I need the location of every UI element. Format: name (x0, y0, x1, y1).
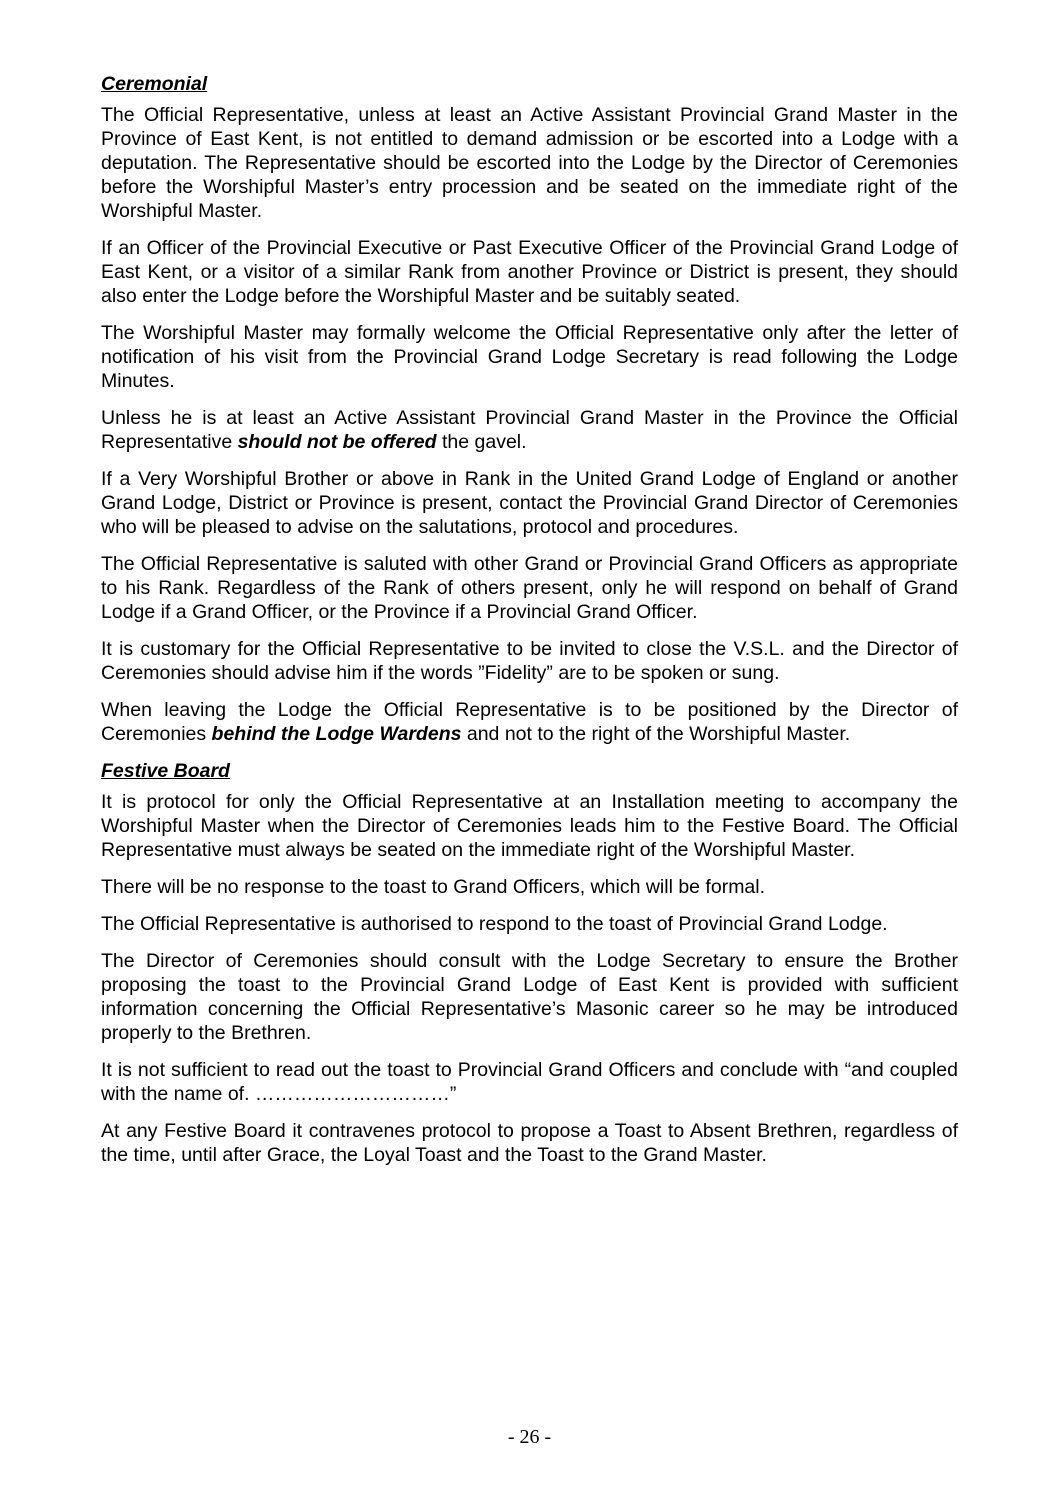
paragraph-text: It is protocol for only the Official Representative at an Installation meeting to accompany the Worshipful Master when the Director of Ceremonies leads him to the Festive Board. The Official Representative must always be seated on the immediate right of the Worshipful Master. (101, 791, 958, 861)
paragraph-text: The Worshipful Master may formally welcome the Official Representative only after the letter of notification of his visit from the Provincial Grand Lodge Secretary is read following the Lodge Minutes. (101, 322, 958, 392)
paragraph-text: At any Festive Board it contravenes protocol to propose a Toast to Absent Brethren, regardless of the time, until after Grace, the Loyal Toast and the Toast to the Grand Master. (101, 1120, 958, 1166)
emphasis-text: behind the Lodge Wardens (211, 723, 462, 745)
section-festive-board (101, 759, 958, 1167)
document-page (101, 72, 958, 1180)
paragraph-text: The Official Representative, unless at least an Active Assistant Provincial Grand Master in the Province of East Kent, is not entitled to demand admission or be escorted into a Lodge with a deputation. The Representative should be escorted into the Lodge by the Director of Ceremonies before the Worshipful Master’s entry procession and be seated on the immediate right of the Worshipful Master. (101, 104, 958, 222)
paragraph-text: It is customary for the Official Representative to be invited to close the V.S.L. and the Director of Ceremonies should advise him if the words ”Fidelity” are to be spoken or sung. (101, 638, 958, 684)
paragraph (101, 406, 958, 454)
paragraph (101, 698, 958, 746)
paragraph (101, 321, 958, 393)
paragraph-text: When leaving the Lodge the Official Representative is to be positioned by the Director of Ceremonies (101, 699, 958, 745)
paragraph-text: If an Officer of the Provincial Executive or Past Executive Officer of the Provincial Grand Lodge of East Kent, or a visitor of a similar Rank from another Province or District is present, they should also enter the Lodge before the Worshipful Master and be suitably seated. (101, 237, 958, 307)
section-heading: Ceremonial (101, 73, 208, 95)
emphasis-text: should not be offered (237, 431, 437, 453)
paragraph (101, 1119, 958, 1167)
paragraph (101, 875, 958, 899)
paragraph (101, 790, 958, 862)
paragraph-text: The Official Representative is saluted with other Grand or Provincial Grand Officers as appropriate to his Rank. Regardless of the Rank of others present, only he will respond on behalf of Grand Lodge if a Grand Officer, or the Province if a Provincial Grand Officer. (101, 553, 958, 623)
section-ceremonial (101, 72, 958, 746)
paragraph (101, 637, 958, 685)
paragraph-text: and not to the right of the Worshipful Master. (461, 723, 851, 745)
paragraph-text: It is not sufficient to read out the toast to Provincial Grand Officers and conclude with “and coupled with the name of. …………………………” (101, 1059, 958, 1105)
paragraph-text: Unless he is at least an Active Assistant Provincial Grand Master in the Province the Official Representative (101, 407, 958, 453)
paragraph (101, 236, 958, 308)
paragraph-text: the gavel. (436, 431, 527, 453)
paragraph (101, 1058, 958, 1106)
paragraph-text: If a Very Worshipful Brother or above in Rank in the United Grand Lodge of England or another Grand Lodge, District or Province is present, contact the Provincial Grand Director of Ceremonies who will be pleased to advise on the salutations, protocol and procedures. (101, 468, 958, 538)
paragraph (101, 949, 958, 1045)
paragraph (101, 467, 958, 539)
paragraph (101, 552, 958, 624)
paragraph-text: The Official Representative is authorised to respond to the toast of Provincial Grand Lodge. (101, 913, 888, 935)
paragraph-text: There will be no response to the toast to Grand Officers, which will be formal. (101, 876, 766, 898)
section-heading: Festive Board (101, 760, 230, 782)
paragraph (101, 103, 958, 223)
paragraph (101, 912, 958, 936)
page-number: - 26 - (507, 1426, 552, 1448)
paragraph-text: The Director of Ceremonies should consult with the Lodge Secretary to ensure the Brother proposing the toast to the Provincial Grand Lodge of East Kent is provided with sufficient information concerning the Official Representative’s Masonic career so he may be introduced properly to the Brethren. (101, 950, 958, 1044)
